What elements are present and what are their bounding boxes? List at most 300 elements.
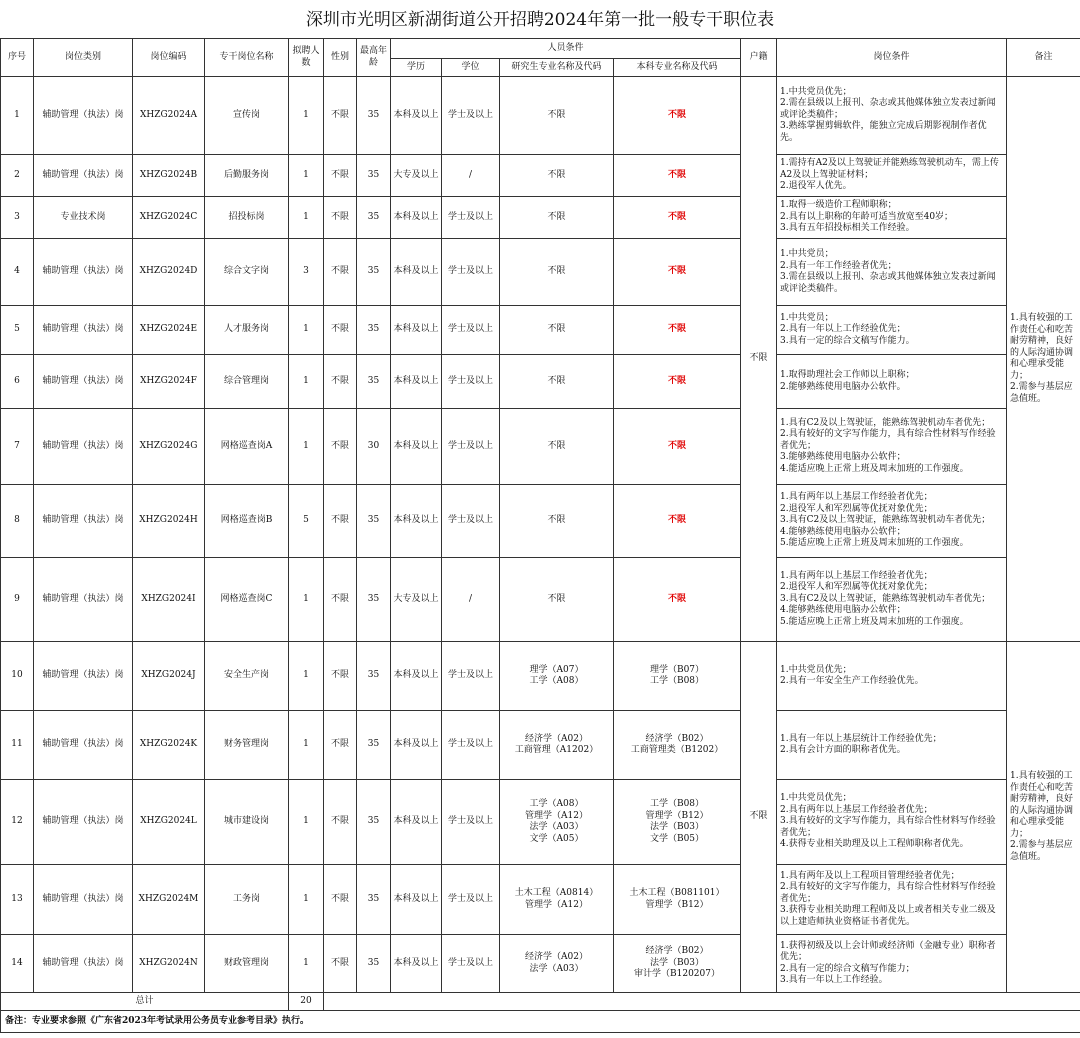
cell-line: 1.具有两年及以上工程项目管理经验者优先； — [780, 870, 960, 881]
cell-line: 不限 — [668, 211, 687, 222]
cell-grad-major — [500, 780, 614, 865]
cell-age: 35 — [357, 155, 391, 197]
cell-grad-major — [500, 197, 614, 239]
cell-line: 不限 — [668, 266, 687, 277]
cell-code: XHZG2024E — [133, 306, 205, 355]
cell-grad-major — [500, 935, 614, 993]
cell-line: 3.具有较好的文字写作能力，具有综合性材料写作经验者优先； — [780, 816, 996, 838]
cell-degree: 学士及以上 — [442, 77, 500, 155]
cell-line: 4.能适应晚上正常上班及周末加班的工作强度。 — [780, 463, 969, 474]
cell-category: 辅助管理（执法）岗 — [34, 558, 133, 642]
cell-education: 本科及以上 — [391, 485, 442, 558]
cell-education: 本科及以上 — [391, 197, 442, 239]
cell-gender: 不限 — [324, 865, 357, 935]
cell-conditions — [777, 642, 1007, 711]
total-label: 总计 — [1, 993, 289, 1011]
cell-category: 辅助管理（执法）岗 — [34, 409, 133, 485]
cell-gender: 不限 — [324, 642, 357, 711]
footnote-row — [1, 1011, 1080, 1033]
cell-category: 辅助管理（执法）岗 — [34, 355, 133, 409]
header-code: 岗位编码 — [133, 39, 205, 77]
cell-degree: 学士及以上 — [442, 865, 500, 935]
cell-line: 1.中共党员优先； — [780, 664, 852, 675]
table-row — [1, 780, 1080, 865]
cell-line: 经济学（A02） — [525, 733, 588, 744]
cell-ug-major — [614, 155, 741, 197]
cell-conditions — [777, 485, 1007, 558]
cell-line: 3.获得专业相关助理工程师及以上或者相关专业二级及以上建造师执业资格证书者优先。 — [780, 905, 996, 927]
cell-grad-major — [500, 409, 614, 485]
cell-education: 本科及以上 — [391, 77, 442, 155]
cell-code: XHZG2024D — [133, 239, 205, 306]
cell-count: 1 — [289, 780, 324, 865]
total-empty — [324, 993, 1080, 1011]
cell-line: 不限 — [547, 375, 566, 386]
cell-ug-major — [614, 77, 741, 155]
cell-line: 管理学（B12） — [645, 899, 709, 910]
cell-category: 专业技术岗 — [34, 197, 133, 239]
cell-line: 不限 — [547, 169, 566, 180]
cell-line: 1.取得助理社会工作师以上职称； — [780, 370, 915, 380]
cell-ug-major — [614, 355, 741, 409]
header-hukou: 户籍 — [741, 39, 777, 77]
cell-degree: 学士及以上 — [442, 711, 500, 780]
cell-age: 35 — [357, 239, 391, 306]
cell-seq: 9 — [1, 558, 34, 642]
cell-seq: 14 — [1, 935, 34, 993]
header-degree: 学位 — [442, 59, 500, 77]
cell-remark — [1007, 77, 1080, 642]
cell-code: XHZG2024F — [133, 355, 205, 409]
cell-count: 1 — [289, 77, 324, 155]
cell-grad-major — [500, 239, 614, 306]
cell-grad-major — [500, 155, 614, 197]
cell-education: 本科及以上 — [391, 935, 442, 993]
cell-remark — [1007, 642, 1080, 993]
table-row — [1, 642, 1080, 711]
cell-grad-major — [500, 642, 614, 711]
cell-line: 不限 — [668, 375, 687, 386]
cell-line: 2.需参与基层应急值班。 — [1010, 840, 1073, 862]
cell-age: 35 — [357, 197, 391, 239]
header-gender: 性别 — [324, 39, 357, 77]
cell-ug-major — [614, 197, 741, 239]
cell-ug-major — [614, 306, 741, 355]
cell-line: 土木工程（B081101） — [629, 888, 725, 898]
cell-line: 2.退役军人优先。 — [780, 181, 852, 192]
cell-category: 辅助管理（执法）岗 — [34, 239, 133, 306]
cell-name: 财政管理岗 — [205, 935, 289, 993]
cell-line: 工学（A08） — [529, 676, 584, 686]
cell-name: 后勤服务岗 — [205, 155, 289, 197]
cell-age: 35 — [357, 865, 391, 935]
cell-count: 1 — [289, 355, 324, 409]
cell-line: 法学（B03） — [649, 822, 705, 832]
cell-line: 3.具有C2及以上驾驶证，能熟练驾驶机动车者优先； — [780, 593, 991, 604]
cell-line: 1.中共党员优先； — [780, 793, 852, 804]
cell-conditions — [777, 239, 1007, 306]
cell-education: 本科及以上 — [391, 865, 442, 935]
cell-line: 不限 — [547, 109, 566, 120]
cell-category: 辅助管理（执法）岗 — [34, 780, 133, 865]
cell-seq: 10 — [1, 642, 34, 711]
cell-line: 法学（B03） — [649, 957, 705, 968]
cell-count: 1 — [289, 155, 324, 197]
cell-grad-major — [500, 77, 614, 155]
cell-seq: 3 — [1, 197, 34, 239]
cell-age: 35 — [357, 780, 391, 865]
table-row — [1, 355, 1080, 409]
cell-line: 5.能适应晚上正常上班及周末加班的工作强度。 — [780, 616, 969, 627]
cell-line: 2.退役军人和军烈属等优抚对象优先； — [780, 582, 933, 593]
cell-line: 管理学（B12） — [645, 810, 709, 821]
cell-name: 城市建设岗 — [205, 780, 289, 865]
footnote: 备注：专业要求参照《广东省2023年考试录用公务员专业参考目录》执行。 — [1, 1011, 1080, 1033]
cell-category: 辅助管理（执法）岗 — [34, 485, 133, 558]
cell-gender: 不限 — [324, 155, 357, 197]
cell-line: 2.具有较好的文字写作能力，具有综合性材料写作经验者优先； — [780, 882, 996, 904]
header-remark: 备注 — [1007, 39, 1080, 77]
cell-seq: 13 — [1, 865, 34, 935]
cell-line: 不限 — [668, 109, 687, 120]
cell-line: 4.能够熟练使用电脑办公软件； — [780, 526, 906, 537]
cell-seq: 6 — [1, 355, 34, 409]
cell-line: 3.熟练掌握剪辑软件，能独立完成后期影视制作者优先。 — [780, 121, 987, 143]
cell-line: 1.取得一级造价工程师职称； — [780, 200, 897, 211]
cell-age: 35 — [357, 642, 391, 711]
cell-degree: 学士及以上 — [442, 409, 500, 485]
cell-line: 3.能够熟练使用电脑办公软件； — [780, 452, 906, 463]
cell-line: 1.具有较强的工作责任心和吃苦耐劳精神，良好的人际沟通协调和心理承受能力； — [1010, 313, 1074, 381]
header-conditions: 岗位条件 — [777, 39, 1007, 77]
cell-ug-major — [614, 865, 741, 935]
cell-conditions — [777, 935, 1007, 993]
cell-line: 3.具有五年招投标相关工作经验。 — [780, 223, 915, 234]
cell-line: 2.具有一年工作经验者优先； — [780, 260, 897, 271]
cell-line: 不限 — [668, 169, 687, 180]
cell-name: 综合管理岗 — [205, 355, 289, 409]
cell-code: XHZG2024J — [133, 642, 205, 711]
cell-conditions — [777, 865, 1007, 935]
total-value: 20 — [289, 993, 324, 1011]
cell-category: 辅助管理（执法）岗 — [34, 306, 133, 355]
cell-line: 文学（A05） — [529, 833, 584, 844]
cell-conditions — [777, 558, 1007, 642]
cell-seq: 2 — [1, 155, 34, 197]
cell-age: 35 — [357, 77, 391, 155]
cell-code: XHZG2024K — [133, 711, 205, 780]
cell-code: XHZG2024G — [133, 409, 205, 485]
table-row — [1, 485, 1080, 558]
cell-name: 网格巡查岗C — [205, 558, 289, 642]
cell-line: 土木工程（A0814） — [514, 888, 599, 898]
cell-line: 4.能够熟练使用电脑办公软件； — [780, 605, 906, 616]
header-seq: 序号 — [1, 39, 34, 77]
header-count: 拟聘人数 — [289, 39, 324, 77]
cell-name: 网格巡查岗B — [205, 485, 289, 558]
cell-seq: 7 — [1, 409, 34, 485]
cell-count: 5 — [289, 485, 324, 558]
cell-line: 2.具有较好的文字写作能力，具有综合性材料写作经验者优先； — [780, 429, 996, 451]
cell-category: 辅助管理（执法）岗 — [34, 935, 133, 993]
cell-line: 1.中共党员； — [780, 312, 834, 323]
cell-line: 1.需持有A2及以上驾驶证并能熟练驾驶机动车，需上传A2及以上驾驶证材料； — [780, 158, 999, 180]
cell-line: 1.具有C2及以上驾驶证，能熟练驾驶机动车者优先； — [780, 417, 991, 428]
cell-line: 5.能适应晚上正常上班及周末加班的工作强度。 — [780, 538, 969, 549]
cell-line: 工学（B08） — [649, 676, 705, 686]
cell-education: 本科及以上 — [391, 409, 442, 485]
cell-degree: 学士及以上 — [442, 485, 500, 558]
cell-gender: 不限 — [324, 935, 357, 993]
cell-education: 本科及以上 — [391, 642, 442, 711]
cell-age: 35 — [357, 355, 391, 409]
cell-line: 3.具有一年以上工作经验。 — [780, 975, 888, 985]
cell-line: 2.具有一定的综合文稿写作能力； — [780, 963, 915, 974]
table-row — [1, 155, 1080, 197]
cell-code: XHZG2024B — [133, 155, 205, 197]
cell-code: XHZG2024A — [133, 77, 205, 155]
cell-line: 法学（A03） — [529, 963, 584, 974]
header-name: 专干岗位名称 — [205, 39, 289, 77]
cell-grad-major — [500, 558, 614, 642]
header-age: 最高年龄 — [357, 39, 391, 77]
cell-line: 工学（A08） — [529, 799, 584, 809]
table-row — [1, 711, 1080, 780]
cell-degree: 学士及以上 — [442, 197, 500, 239]
table-row — [1, 197, 1080, 239]
cell-grad-major — [500, 355, 614, 409]
cell-line: 3.具有一定的综合文稿写作能力。 — [780, 335, 915, 346]
cell-gender: 不限 — [324, 197, 357, 239]
cell-line: 不限 — [547, 266, 566, 277]
cell-count: 1 — [289, 935, 324, 993]
cell-count: 3 — [289, 239, 324, 306]
cell-name: 宣传岗 — [205, 77, 289, 155]
cell-line: 文学（B05） — [649, 833, 705, 844]
cell-gender: 不限 — [324, 485, 357, 558]
cell-gender: 不限 — [324, 77, 357, 155]
header-personnel: 人员条件 — [391, 39, 741, 59]
cell-seq: 5 — [1, 306, 34, 355]
cell-name: 网格巡查岗A — [205, 409, 289, 485]
cell-education: 本科及以上 — [391, 711, 442, 780]
cell-hukou: 不限 — [741, 77, 777, 642]
cell-degree: / — [442, 558, 500, 642]
cell-conditions — [777, 77, 1007, 155]
header-education: 学历 — [391, 59, 442, 77]
cell-line: 1.具有较强的工作责任心和吃苦耐劳精神，良好的人际沟通协调和心理承受能力； — [1010, 771, 1074, 839]
cell-education: 本科及以上 — [391, 306, 442, 355]
cell-seq: 8 — [1, 485, 34, 558]
cell-line: 不限 — [547, 515, 566, 526]
cell-line: 管理学（A12） — [525, 899, 588, 910]
cell-ug-major — [614, 485, 741, 558]
cell-line: 2.需在县级以上报刊、杂志或其他媒体独立发表过新闻或评论类稿件； — [780, 98, 996, 120]
cell-line: 1.获得初级及以上会计师或经济师（金融专业）职称者优先； — [780, 940, 996, 962]
table-row — [1, 558, 1080, 642]
cell-count: 1 — [289, 306, 324, 355]
cell-line: 不限 — [668, 440, 687, 451]
cell-seq: 12 — [1, 780, 34, 865]
table-row — [1, 865, 1080, 935]
cell-age: 35 — [357, 306, 391, 355]
cell-ug-major — [614, 780, 741, 865]
cell-line: 管理学（A12） — [525, 810, 588, 821]
cell-age: 35 — [357, 711, 391, 780]
cell-line: 工学（B08） — [649, 799, 705, 809]
cell-line: 经济学（B02） — [645, 733, 709, 744]
cell-degree: / — [442, 155, 500, 197]
cell-line: 不限 — [668, 324, 687, 335]
cell-degree: 学士及以上 — [442, 642, 500, 711]
cell-code: XHZG2024N — [133, 935, 205, 993]
table-row — [1, 306, 1080, 355]
cell-line: 工商管理（A1202） — [514, 745, 599, 755]
header-category: 岗位类别 — [34, 39, 133, 77]
cell-grad-major — [500, 711, 614, 780]
cell-count: 1 — [289, 197, 324, 239]
cell-code: XHZG2024L — [133, 780, 205, 865]
cell-count: 1 — [289, 558, 324, 642]
cell-line: 法学（A03） — [529, 822, 584, 832]
cell-degree: 学士及以上 — [442, 306, 500, 355]
cell-line: 不限 — [547, 440, 566, 451]
cell-conditions — [777, 711, 1007, 780]
cell-conditions — [777, 197, 1007, 239]
cell-line: 不限 — [547, 211, 566, 222]
cell-line: 2.具有一年安全生产工作经验优先。 — [780, 676, 924, 686]
cell-age: 35 — [357, 485, 391, 558]
cell-gender: 不限 — [324, 355, 357, 409]
cell-line: 2.需参与基层应急值班。 — [1010, 382, 1073, 404]
job-table — [0, 38, 1080, 1033]
cell-gender: 不限 — [324, 306, 357, 355]
cell-count: 1 — [289, 711, 324, 780]
cell-count: 1 — [289, 865, 324, 935]
cell-seq: 11 — [1, 711, 34, 780]
cell-gender: 不限 — [324, 780, 357, 865]
cell-conditions — [777, 155, 1007, 197]
cell-degree: 学士及以上 — [442, 780, 500, 865]
cell-line: 1.中共党员； — [780, 249, 834, 259]
cell-code: XHZG2024H — [133, 485, 205, 558]
cell-line: 不限 — [668, 593, 687, 604]
cell-category: 辅助管理（执法）岗 — [34, 642, 133, 711]
cell-line: 理学（B07） — [649, 664, 705, 675]
cell-line: 理学（A07） — [529, 664, 584, 675]
table-row — [1, 935, 1080, 993]
total-row — [1, 993, 1080, 1011]
cell-line: 2.具有一年以上工作经验优先； — [780, 324, 906, 335]
cell-name: 综合文字岗 — [205, 239, 289, 306]
cell-conditions — [777, 780, 1007, 865]
cell-ug-major — [614, 409, 741, 485]
cell-name: 工务岗 — [205, 865, 289, 935]
cell-degree: 学士及以上 — [442, 239, 500, 306]
cell-education: 本科及以上 — [391, 239, 442, 306]
header-ug-major: 本科专业名称及代码 — [614, 59, 741, 77]
cell-line: 2.具有以上职称的年龄可适当放宽至40岁； — [780, 211, 954, 222]
cell-line: 2.具有会计方面的职称者优先。 — [780, 745, 906, 755]
table-row — [1, 77, 1080, 155]
cell-name: 人才服务岗 — [205, 306, 289, 355]
cell-line: 2.能够熟练使用电脑办公软件。 — [780, 381, 906, 392]
cell-count: 1 — [289, 642, 324, 711]
cell-code: XHZG2024M — [133, 865, 205, 935]
cell-line: 经济学（B02） — [645, 946, 709, 957]
cell-line: 不限 — [547, 324, 566, 335]
cell-ug-major — [614, 642, 741, 711]
cell-education: 大专及以上 — [391, 155, 442, 197]
cell-age: 35 — [357, 935, 391, 993]
cell-line: 4.获得专业相关助理及以上工程师职称者优先。 — [780, 839, 969, 850]
cell-code: XHZG2024I — [133, 558, 205, 642]
cell-line: 3.具有C2及以上驾驶证，能熟练驾驶机动车者优先； — [780, 515, 991, 526]
cell-line: 1.具有一年以上基层统计工作经验优先； — [780, 733, 942, 744]
cell-conditions — [777, 409, 1007, 485]
cell-hukou: 不限 — [741, 642, 777, 993]
cell-category: 辅助管理（执法）岗 — [34, 155, 133, 197]
cell-gender: 不限 — [324, 558, 357, 642]
cell-ug-major — [614, 935, 741, 993]
cell-conditions — [777, 355, 1007, 409]
table-row — [1, 409, 1080, 485]
cell-conditions — [777, 306, 1007, 355]
cell-grad-major — [500, 865, 614, 935]
cell-education: 本科及以上 — [391, 355, 442, 409]
cell-line: 3.需在县级以上报刊、杂志或其他媒体独立发表过新闻或评论类稿件。 — [780, 272, 996, 294]
cell-ug-major — [614, 239, 741, 306]
cell-line: 经济学（A02） — [525, 952, 588, 962]
cell-seq: 1 — [1, 77, 34, 155]
cell-line: 工商管理类（B1202） — [630, 745, 724, 755]
page-title: 深圳市光明区新湖街道公开招聘2024年第一批一般专干职位表 — [305, 10, 775, 30]
cell-line: 1.中共党员优先； — [780, 86, 852, 97]
cell-count: 1 — [289, 409, 324, 485]
cell-ug-major — [614, 711, 741, 780]
cell-category: 辅助管理（执法）岗 — [34, 77, 133, 155]
cell-gender: 不限 — [324, 409, 357, 485]
cell-line: 2.退役军人和军烈属等优抚对象优先； — [780, 503, 933, 514]
cell-line: 不限 — [668, 515, 687, 526]
cell-name: 安全生产岗 — [205, 642, 289, 711]
table-row — [1, 239, 1080, 306]
cell-grad-major — [500, 485, 614, 558]
cell-category: 辅助管理（执法）岗 — [34, 711, 133, 780]
cell-code: XHZG2024C — [133, 197, 205, 239]
header-grad-major: 研究生专业名称及代码 — [500, 59, 614, 77]
cell-gender: 不限 — [324, 711, 357, 780]
cell-category: 辅助管理（执法）岗 — [34, 865, 133, 935]
cell-seq: 4 — [1, 239, 34, 306]
cell-name: 财务管理岗 — [205, 711, 289, 780]
cell-education: 本科及以上 — [391, 780, 442, 865]
cell-age: 35 — [357, 558, 391, 642]
cell-grad-major — [500, 306, 614, 355]
cell-degree: 学士及以上 — [442, 355, 500, 409]
cell-education: 大专及以上 — [391, 558, 442, 642]
cell-line: 审计学（B120207） — [634, 969, 720, 980]
cell-age: 30 — [357, 409, 391, 485]
cell-line: 1.具有两年以上基层工作经验者优先； — [780, 570, 933, 581]
cell-line: 2.具有两年以上基层工作经验者优先； — [780, 804, 933, 815]
cell-ug-major — [614, 558, 741, 642]
cell-line: 不限 — [547, 593, 566, 604]
cell-gender: 不限 — [324, 239, 357, 306]
cell-name: 招投标岗 — [205, 197, 289, 239]
cell-line: 1.具有两年以上基层工作经验者优先； — [780, 492, 933, 503]
cell-degree: 学士及以上 — [442, 935, 500, 993]
